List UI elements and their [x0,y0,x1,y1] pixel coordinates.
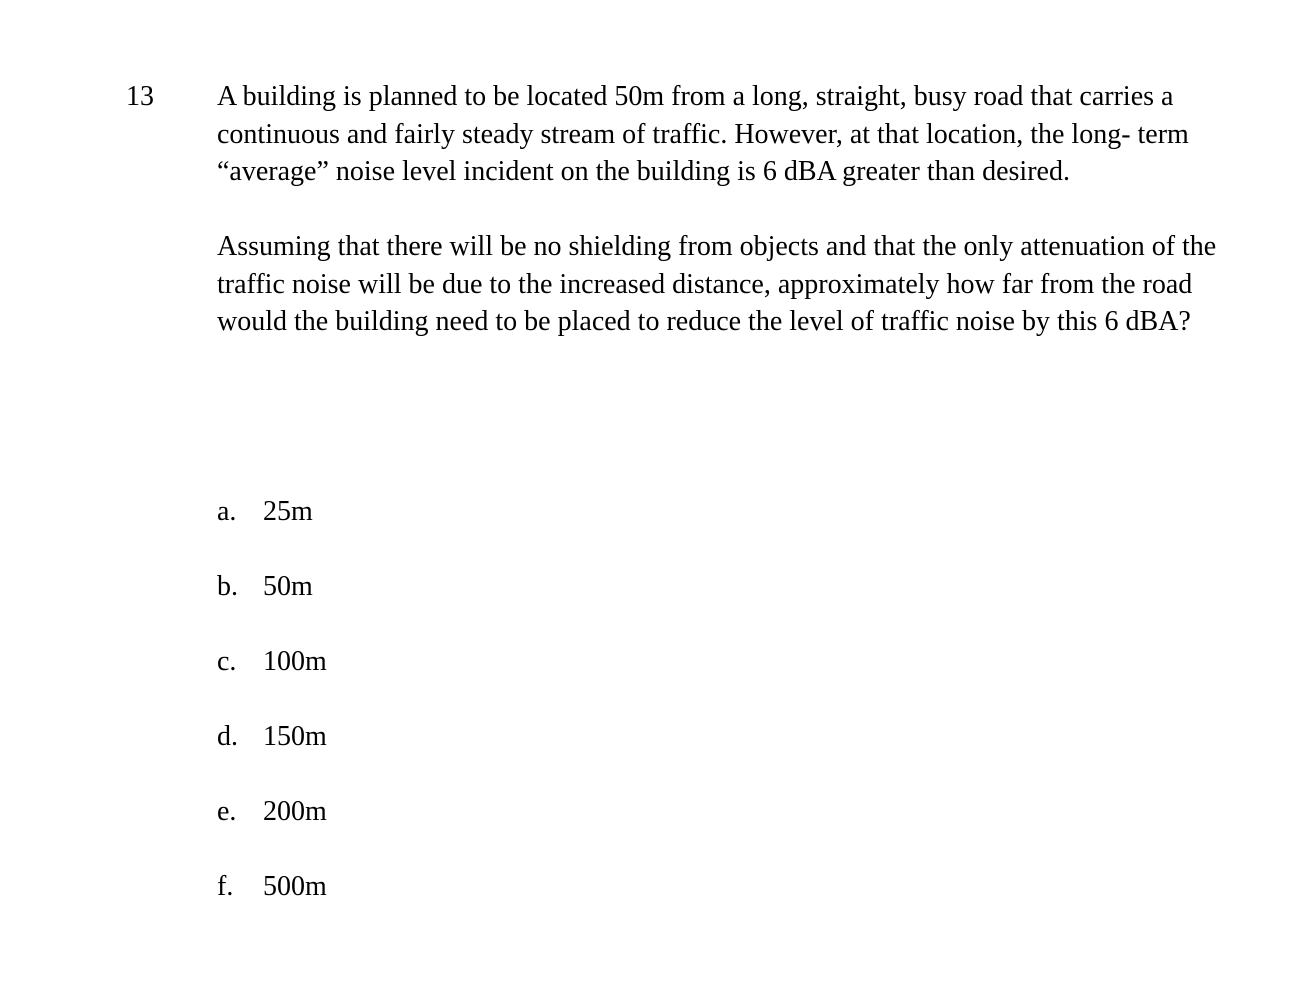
question-body [217,78,1227,341]
question-paragraph-1: A building is planned to be located 50m from a long, straight, busy road that carries a continuous and fairly steady stream of traffic. However, at that location, the long- term “average” noise level incident on the building is 6 dBA greater than desired. [217,81,1189,187]
option-e [217,793,327,868]
option-b [217,568,327,643]
option-letter: a. [217,496,237,527]
option-letter: b. [217,571,238,602]
option-text: 200m [263,796,327,827]
option-letter: e. [217,796,237,827]
option-text: 25m [263,496,313,527]
option-a [217,493,327,568]
option-letter: f. [217,871,234,902]
option-c [217,643,327,718]
option-f [217,868,327,943]
option-text: 500m [263,871,327,902]
question-number: 13 [126,81,154,112]
option-text: 150m [263,721,327,752]
option-text: 100m [263,646,327,677]
option-letter: c. [217,646,237,677]
option-text: 50m [263,571,313,602]
option-letter: d. [217,721,238,752]
question-paragraph-2: Assuming that there will be no shielding from objects and that the only attenuation of the traffic noise will be due to the increased distance, approximately how far from the road would the building need to be placed to reduce the level of traffic noise by this 6 dBA? [217,231,1217,337]
option-d [217,718,327,793]
answer-options [217,493,327,943]
